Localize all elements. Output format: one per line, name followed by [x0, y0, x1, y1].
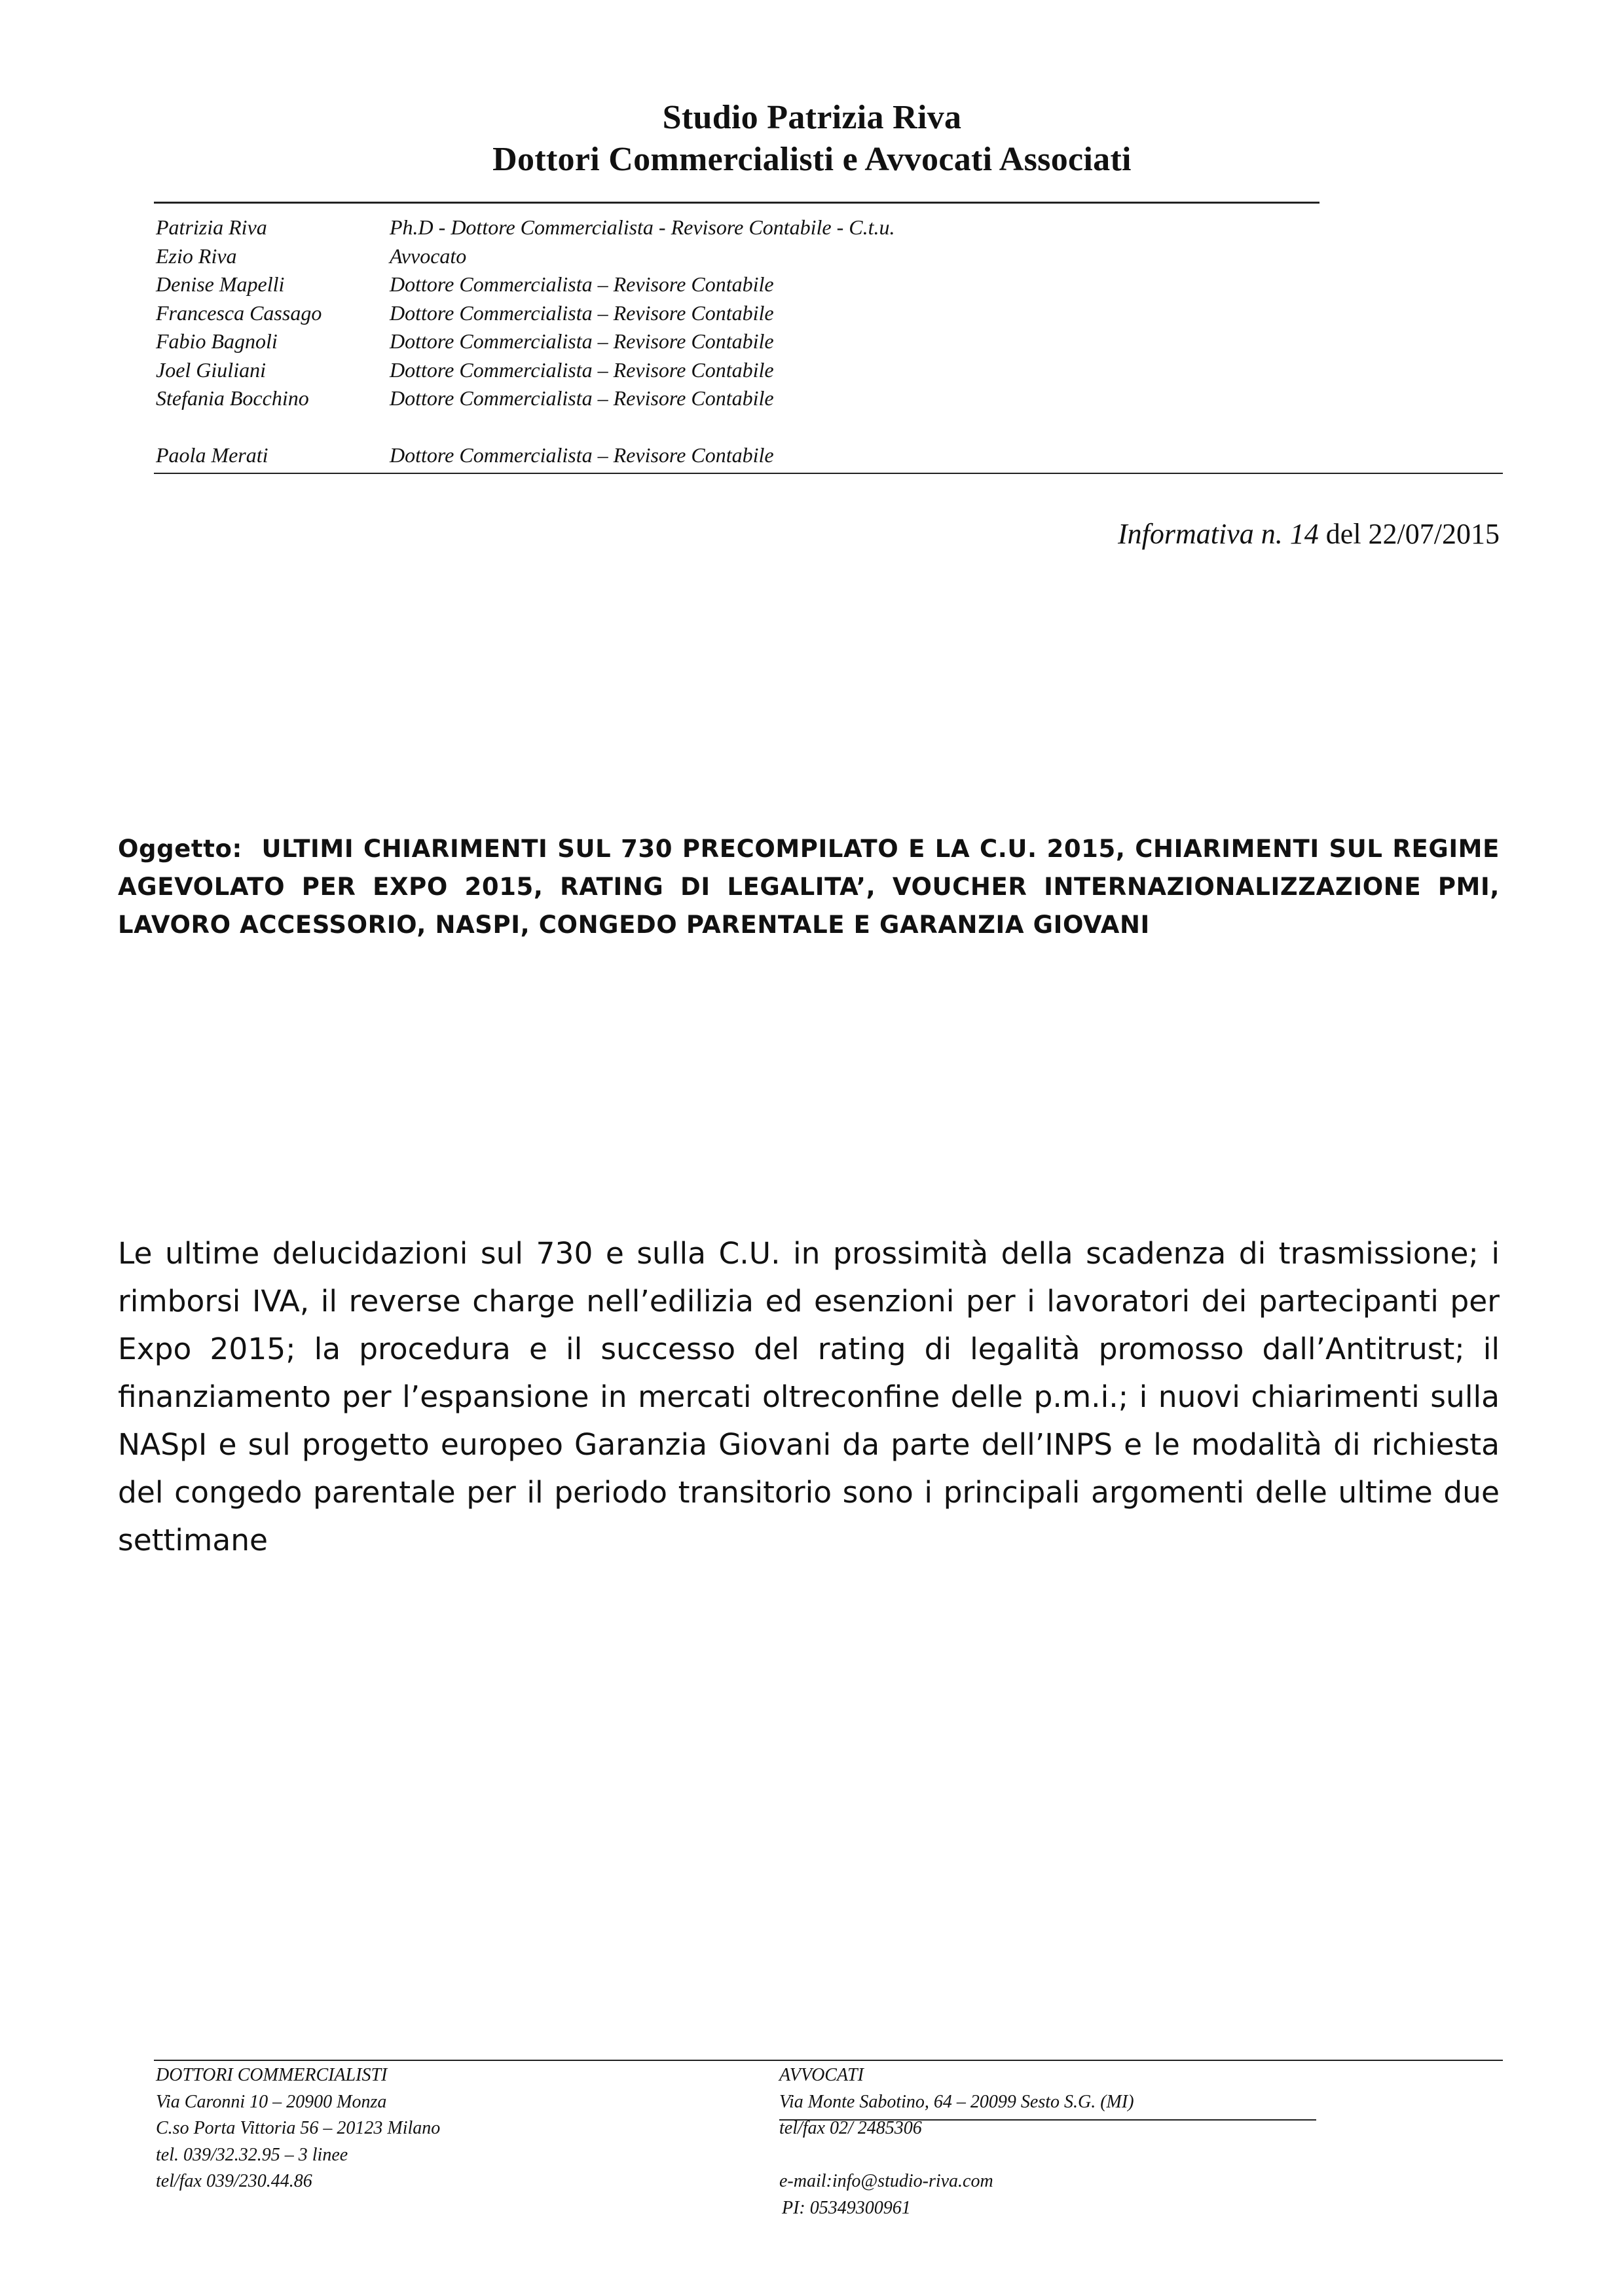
footer-email-divider: [779, 2119, 1316, 2121]
footer-divider: [154, 2060, 1503, 2061]
informativa-number: Informativa n. 14: [1118, 518, 1319, 550]
staff-role: Dottore Commercialista – Revisore Contabile: [390, 272, 774, 296]
staff-role: Dottore Commercialista – Revisore Contabile: [390, 329, 774, 353]
staff-list: [156, 213, 895, 470]
staff-divider: [154, 473, 1503, 474]
subject-text: ULTIMI CHIARIMENTI SUL 730 PRECOMPILATO E LA C.U. 2015, CHIARIMENTI SUL REGIME AGEVOLATO PER EXPO 2015, RATING DI LEGALITA’, VOUCHER INTERNAZIONALIZZAZIONE PMI, LAVORO ACCESSORIO, NASPI, CONGEDO PARENTALE E GARANZIA GIOVANI: [118, 835, 1500, 939]
footer-line: tel. 039/32.32.95 – 3 linee: [156, 2144, 348, 2165]
footer-heading: AVVOCATI: [779, 2065, 864, 2085]
staff-row: [156, 441, 895, 470]
subject-label: Oggetto:: [118, 835, 242, 863]
staff-name: Ezio Riva: [156, 244, 237, 268]
footer-line: C.so Porta Vittoria 56 – 20123 Milano: [156, 2118, 441, 2138]
staff-name: Patrizia Riva: [156, 215, 267, 239]
staff-row: [156, 384, 895, 413]
informativa-reference: [1118, 517, 1500, 551]
staff-name: Francesca Cassago: [156, 301, 322, 325]
letterhead: [0, 97, 1624, 181]
staff-role: Dottore Commercialista – Revisore Contabile: [390, 443, 774, 467]
header-divider: [154, 202, 1320, 204]
footer-line: Via Monte Sabotino, 64 – 20099 Sesto S.G. (MI): [779, 2091, 1134, 2112]
staff-name: Denise Mapelli: [156, 272, 285, 296]
footer-email[interactable]: e-mail:info@studio-riva.com: [779, 2171, 993, 2191]
informativa-date: del 22/07/2015: [1325, 518, 1500, 550]
staff-row: [156, 356, 895, 385]
staff-role: Dottore Commercialista – Revisore Contabile: [390, 357, 774, 382]
body-paragraph: Le ultime delucidazioni sul 730 e sulla C.U. in prossimità della scadenza di trasmissione; i rimborsi IVA, il reverse charge nell’edilizia ed esenzioni per i lavoratori dei partecipanti per Expo 2015; la procedura e il successo del rating di legalità promosso dall’Antitrust; il finanziamento per l’espansione in mercati oltreconfine delle p.m.i.; i nuovi chiarimenti sulla NASpI e sul progetto europeo Garanzia Giovani da parte dell’INPS e le modalità di richiesta del congedo parentale per il periodo transitorio sono i principali argomenti delle ultime due settimane: [118, 1236, 1500, 1558]
staff-row: [156, 327, 895, 356]
staff-row: [156, 299, 895, 328]
staff-role: Dottore Commercialista – Revisore Contabile: [390, 301, 774, 325]
subject-block: [118, 830, 1500, 944]
footer-heading: DOTTORI COMMERCIALISTI: [156, 2065, 388, 2085]
staff-name: Stefania Bocchino: [156, 386, 309, 410]
firm-name: Studio Patrizia Riva: [662, 99, 962, 136]
staff-gap: [156, 413, 895, 442]
staff-name: Fabio Bagnoli: [156, 329, 278, 353]
staff-role: Ph.D - Dottore Commercialista - Revisore Contabile - C.t.u.: [390, 215, 895, 239]
footer-line: tel/fax 02/ 2485306: [779, 2118, 922, 2138]
footer-line: Via Caronni 10 – 20900 Monza: [156, 2091, 387, 2112]
footer-gap: [779, 2142, 1134, 2169]
staff-name: Joel Giuliani: [156, 357, 266, 382]
staff-role: Dottore Commercialista – Revisore Contabile: [390, 386, 774, 410]
staff-role: Avvocato: [390, 244, 467, 268]
staff-name: Paola Merati: [156, 443, 268, 467]
footer-avvocati: [779, 2062, 1134, 2221]
staff-row: [156, 270, 895, 299]
staff-row: [156, 213, 895, 242]
firm-subtitle: Dottori Commercialisti e Avvocati Associati: [492, 141, 1132, 178]
footer-line: tel/fax 039/230.44.86: [156, 2171, 312, 2191]
staff-row: [156, 242, 895, 271]
footer-vat-number: PI: 05349300961: [782, 2197, 911, 2218]
footer-commercialisti: [156, 2062, 440, 2195]
